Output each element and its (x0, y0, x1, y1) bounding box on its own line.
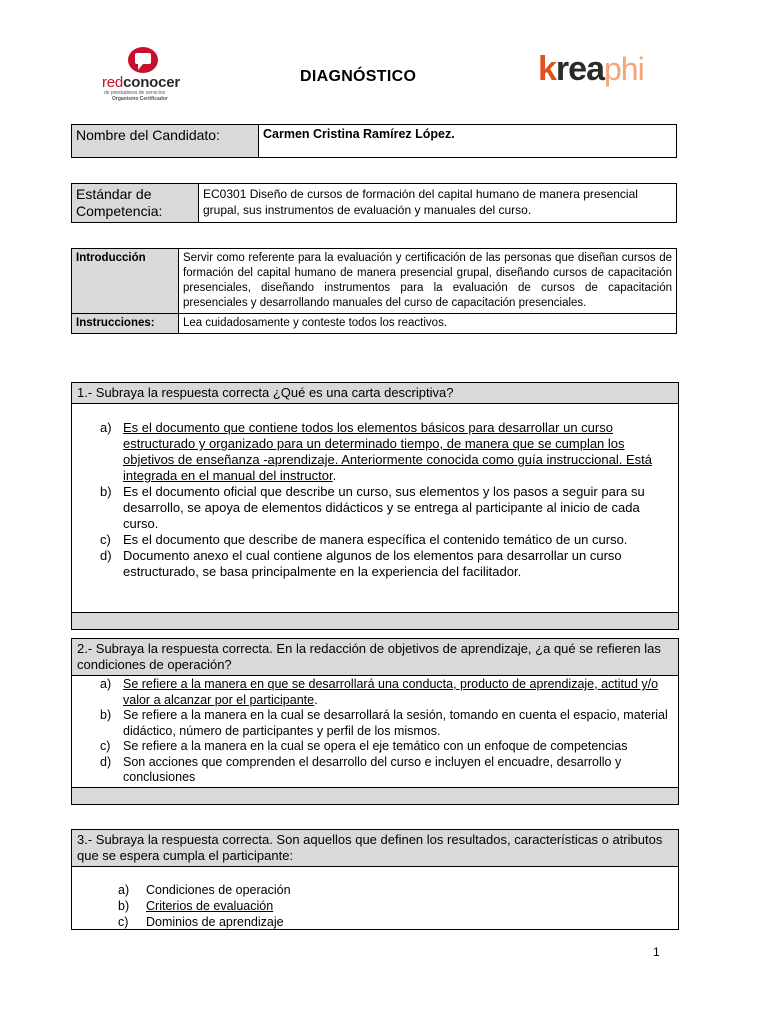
question-2-option-b[interactable] (100, 708, 672, 739)
option-text: Dominios de aprendizaje (146, 915, 284, 929)
option-letter: c) (100, 739, 111, 753)
redconocer-tagline-2: Organismo Certificador (112, 96, 168, 102)
question-1-option-c[interactable] (100, 532, 672, 548)
question-1-option-d[interactable] (100, 548, 672, 580)
redconocer-emblem-icon (126, 46, 160, 76)
option-suffix: . (332, 468, 337, 483)
standard-table (71, 183, 677, 223)
option-text: Documento anexo el cual contiene algunos de los elementos para desarrollar un curso estructurado, se basa principalmente en la experiencia del facilitador. (123, 548, 622, 579)
option-text: Criterios de evaluación (146, 899, 274, 913)
question-2-answer-row (72, 787, 678, 804)
page-number: 1 (653, 945, 660, 959)
instructions-text: Lea cuidadosamente y conteste todos los reactivos. (179, 314, 677, 334)
kreaphi-k: k (538, 50, 556, 88)
option-text: Se refiere a la manera en la cual se desarrollará la sesión, tomando en cuenta el espacio, material didáctico, número de participantes y perfil de los mismos. (123, 708, 668, 738)
kreaphi-phi: phi (603, 51, 644, 87)
option-letter: c) (100, 532, 111, 547)
question-1-answer-row (72, 612, 678, 629)
redconocer-tagline: de prestadores de servicios (104, 90, 166, 96)
page-title: DIAGNÓSTICO (300, 68, 417, 85)
option-text: Condiciones de operación (146, 883, 291, 897)
option-letter: b) (118, 899, 130, 913)
question-2-option-a[interactable] (100, 677, 672, 708)
candidate-label: Nombre del Candidato: (72, 125, 259, 158)
option-letter: c) (118, 915, 129, 929)
option-text: Se refiere a la manera en la cual se opera el eje temático con un enfoque de competencias (123, 739, 628, 753)
option-text: Es el documento que contiene todos los elementos básicos para desarrollar un curso estructurado y organizado para un determinado tiempo, de manera que se cumplan los objetivos de enseñanza -aprendizaje. Anteriormente conocida como guía instruccional. Está integrada en el manual del instructor (123, 420, 652, 483)
question-3-option-c[interactable] (118, 914, 672, 930)
option-text: Se refiere a la manera en que se desarrollará una conducta, producto de aprendizaje, actitud y/o valor a alcanzar por el participante (123, 677, 659, 707)
question-2-option-d[interactable] (100, 755, 672, 786)
question-3 (71, 829, 679, 930)
standard-value: EC0301 Diseño de cursos de formación del capital humano de manera presencial grupal, sus instrumentos de evaluación y manuales del curso. (199, 184, 677, 223)
option-letter: d) (100, 754, 112, 769)
question-3-prompt: 3.- Subraya la respuesta correcta. Son aquellos que definen los resultados, características o atributos que se espera cumpla el participante: (72, 830, 678, 867)
option-letter: d) (100, 548, 112, 563)
kreaphi-logo (538, 44, 668, 100)
redconocer-logo (96, 46, 206, 104)
instructions-label: Instrucciones: (72, 314, 179, 334)
intro-label: Introducción (72, 249, 179, 314)
question-3-option-b[interactable] (118, 898, 672, 914)
option-text: Es el documento que describe de manera específica el contenido temático de un curso. (123, 532, 628, 547)
option-suffix: . (314, 692, 318, 707)
candidate-table (71, 124, 677, 158)
option-text: Es el documento oficial que describe un curso, sus elementos y los pasos a seguir para su desarrollo, se apoya de elementos didácticos y se entrega al participante al inicio de cada curso. (123, 484, 645, 531)
redconocer-wordmark: redconocer (102, 74, 181, 91)
question-2-option-c[interactable] (100, 739, 672, 755)
option-letter: a) (100, 420, 112, 435)
question-1-option-a[interactable] (100, 420, 672, 484)
candidate-name: Carmen Cristina Ramírez López. (259, 125, 677, 158)
intro-text: Servir como referente para la evaluación y certificación de las personas que diseñan cursos de formación del capital humano de manera presencial grupal, diseñando cursos de capacitación presenciales, diseñando instrumentos para la evaluación de cursos de capacitación presenciales y desarrollando manuales del curso de capacitación presenciales. (179, 249, 677, 314)
question-1-prompt: 1.- Subraya la respuesta correcta ¿Qué es una carta descriptiva? (72, 383, 678, 404)
option-letter: b) (100, 708, 112, 722)
question-2-prompt: 2.- Subraya la respuesta correcta. En la redacción de objetivos de aprendizaje, ¿a qué se refieren las condiciones de operación? (72, 639, 678, 676)
question-3-option-a[interactable] (118, 882, 672, 898)
question-1 (71, 382, 679, 630)
option-letter: b) (100, 484, 112, 499)
option-letter: a) (100, 677, 112, 691)
option-text: Son acciones que comprenden el desarrollo del curso e incluyen el encuadre, desarrollo y conclusiones (123, 754, 622, 784)
question-1-option-b[interactable] (100, 484, 672, 532)
option-letter: a) (118, 883, 130, 897)
standard-label: Estándar de Competencia: (72, 184, 199, 223)
kreaphi-rea: rea (555, 50, 604, 88)
intro-table (71, 248, 677, 334)
question-2 (71, 638, 679, 805)
